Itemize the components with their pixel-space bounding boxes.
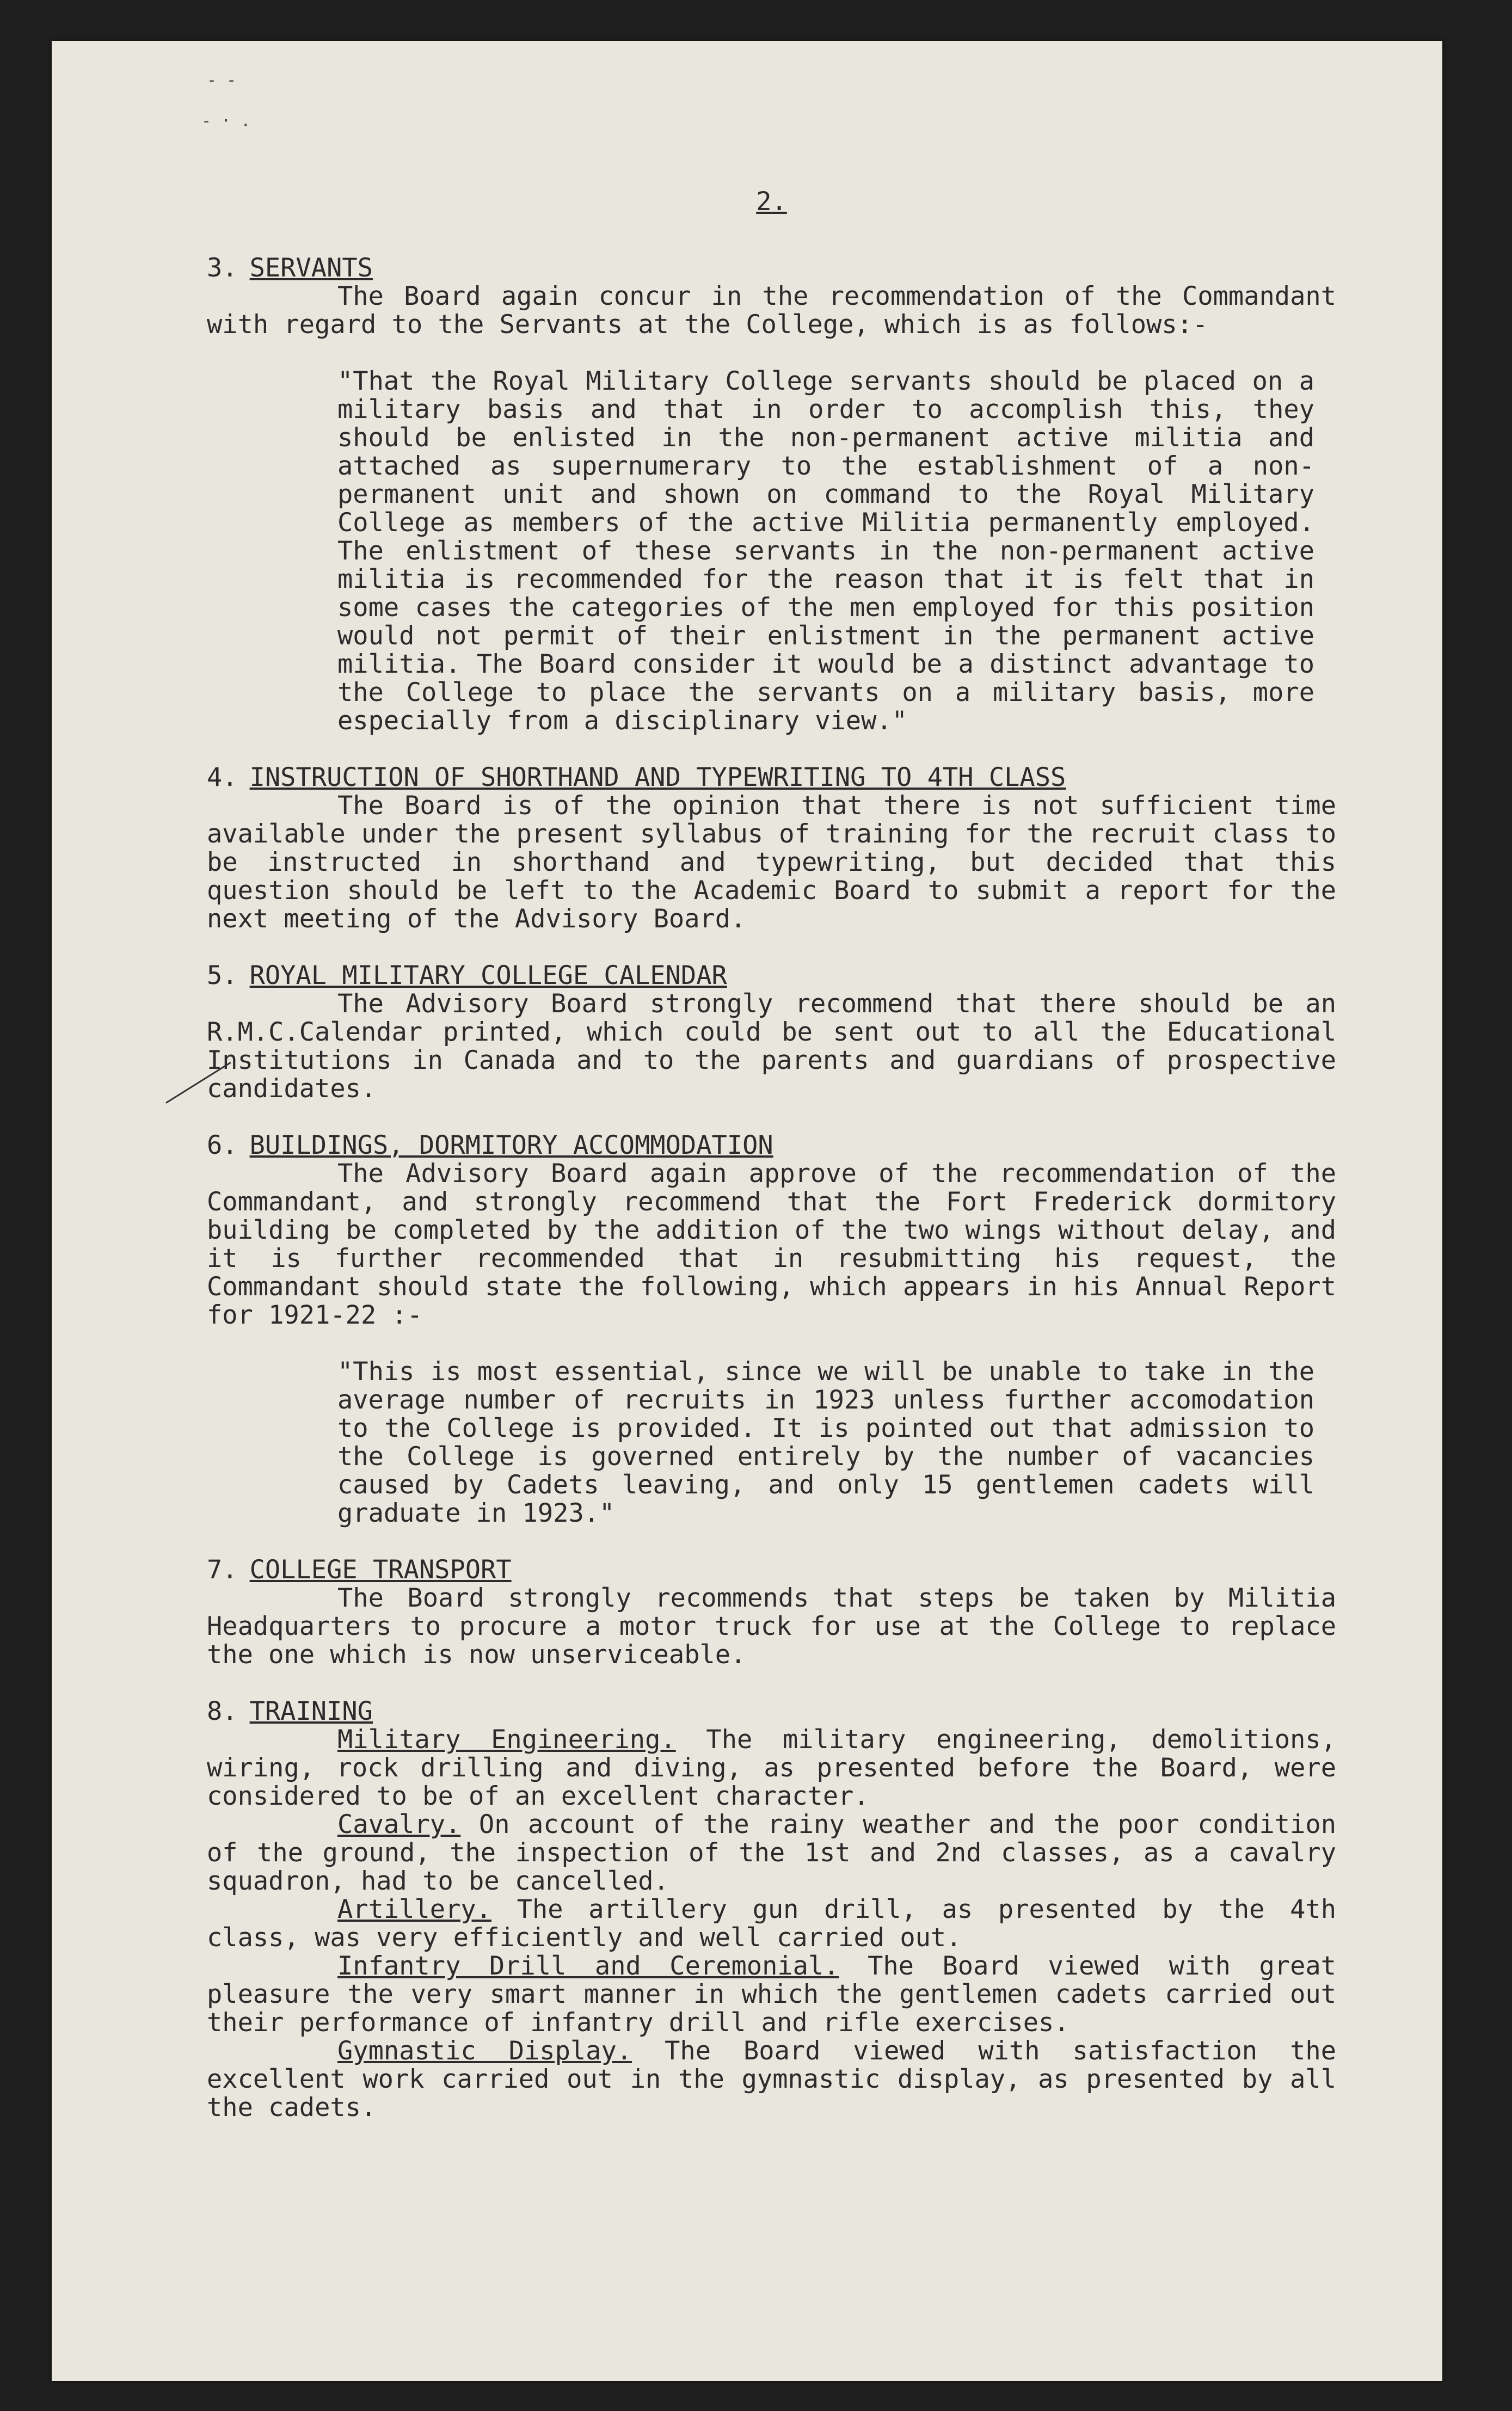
section-paragraph: The Board strongly recommends that steps be taken by Militia Headquarters to procure a motor truck for use at the College to replace the one which is now unserviceable.: [207, 1583, 1336, 1670]
section-number: 6.: [207, 1130, 238, 1160]
section-number: 7.: [207, 1555, 238, 1585]
section-heading: [207, 254, 1336, 282]
document-text: [207, 188, 1336, 2150]
section-transport: [207, 1556, 1336, 1669]
training-item-text: On account of the rainy weather and the poor condition of the ground, the inspection of the 1st and 2nd classes, as a cavalry squadron, had to be cancelled.: [207, 1810, 1336, 1896]
training-item-cavalry: [207, 1811, 1336, 1896]
training-item-text: The Board viewed with satisfaction the excellent work carried out in the gymnastic display, as presented by all the cadets.: [207, 2036, 1337, 2123]
training-item-title: Infantry Drill and Ceremonial.: [337, 1951, 839, 1981]
punch-mark: - -: [207, 71, 237, 90]
section-heading: [207, 1556, 1336, 1584]
training-item-gymnastic: [207, 2037, 1336, 2122]
section-paragraph: The Board is of the opinion that there is not sufficient time available under the present syllabus of training for the recruit class to be instructed in shorthand and typewriting, but decided that this question should be left to the Academic Board to submit a report for the next meeting of the Advisory Board.: [207, 791, 1336, 934]
section-heading: [207, 764, 1336, 792]
section-calendar: [207, 962, 1336, 1103]
training-item-title: Military Engineering.: [337, 1725, 676, 1755]
training-item-title: Artillery.: [337, 1895, 491, 1924]
section-shorthand: [207, 764, 1336, 933]
section-buildings: [207, 1131, 1336, 1528]
training-item-title: Cavalry.: [337, 1810, 461, 1840]
section-title: INSTRUCTION OF SHORTHAND AND TYPEWRITING TO 4TH CLASS: [249, 762, 1066, 792]
training-item-engineering: [207, 1726, 1336, 1811]
section-servants: [207, 254, 1336, 735]
section-number: 3.: [207, 253, 238, 283]
section-title: SERVANTS: [249, 253, 373, 283]
training-item-infantry: [207, 1952, 1336, 2037]
section-title: TRAINING: [249, 1696, 373, 1726]
training-item-text: The military engineering, demolitions, wiring, rock drilling and diving, as presented before the Board, were considered to be of an excellent character.: [207, 1725, 1336, 1811]
section-paragraph: The Board again concur in the recommendation of the Commandant with regard to the Servants at the College, which is as follows:-: [207, 281, 1336, 340]
section-heading: [207, 1697, 1336, 1726]
training-item-title: Gymnastic Display.: [337, 2036, 632, 2066]
training-item-text: The artillery gun drill, as presented by the 4th class, was very efficiently and well carried out.: [207, 1895, 1336, 1953]
section-heading: [207, 1131, 1336, 1160]
section-training: [207, 1697, 1336, 2122]
section-number: 5.: [207, 961, 238, 991]
section-number: 4.: [207, 762, 238, 792]
section-paragraph: The Advisory Board strongly recommend that there should be an R.M.C.Calendar printed, which could be sent out to all the Educational Institutions in Canada and to the parents and guardians of prospective candidates.: [207, 989, 1336, 1104]
section-title: COLLEGE TRANSPORT: [249, 1555, 512, 1585]
section-title: BUILDINGS, DORMITORY ACCOMMODATION: [249, 1130, 773, 1160]
page-number: 2.: [756, 187, 787, 217]
training-item-artillery: [207, 1896, 1336, 1952]
section-paragraph: The Advisory Board again approve of the recommendation of the Commandant, and strongly recommend that the Fort Frederick dormitory building be completed by the addition of the two wings without delay, and it is further recommended that in resubmitting his request, the Commandant should state the following, which appears in his Annual Report for 1921-22 :-: [207, 1159, 1336, 1330]
section-number: 8.: [207, 1696, 238, 1726]
quoted-annual-report: "This is most essential, since we will be unable to take in the average number of recruits in 1923 unless further accomodation to the College is provided. It is pointed out that admission to the College is governed entirely by the number of vacancies caused by Cadets leaving, and only 15 gentlemen cadets will graduate in 1923.": [337, 1357, 1314, 1528]
section-title: ROYAL MILITARY COLLEGE CALENDAR: [249, 961, 727, 991]
quoted-recommendation: "That the Royal Military College servants should be placed on a military basis and that in order to accomplish this, they should be enlisted in the non-permanent active militia and attached as supernumerary to the establishment of a non-permanent unit and shown on command to the Royal Military College as members of the active Militia permanently employed. The enlistment of these servants in the non-permanent active militia is recommended for the reason that it is felt that in some cases the categories of the men employed for this position would not permit of their enlistment in the permanent active militia. The Board consider it would be a distinct advantage to the College to place the servants on a military basis, more especially from a disciplinary view.": [337, 366, 1314, 736]
training-item-text: The Board viewed with great pleasure the very smart manner in which the gentlemen cadets carried out their performance of infantry drill and rifle exercises.: [207, 1951, 1336, 2038]
section-heading: [207, 962, 1336, 990]
punch-mark: - · .: [201, 112, 251, 131]
